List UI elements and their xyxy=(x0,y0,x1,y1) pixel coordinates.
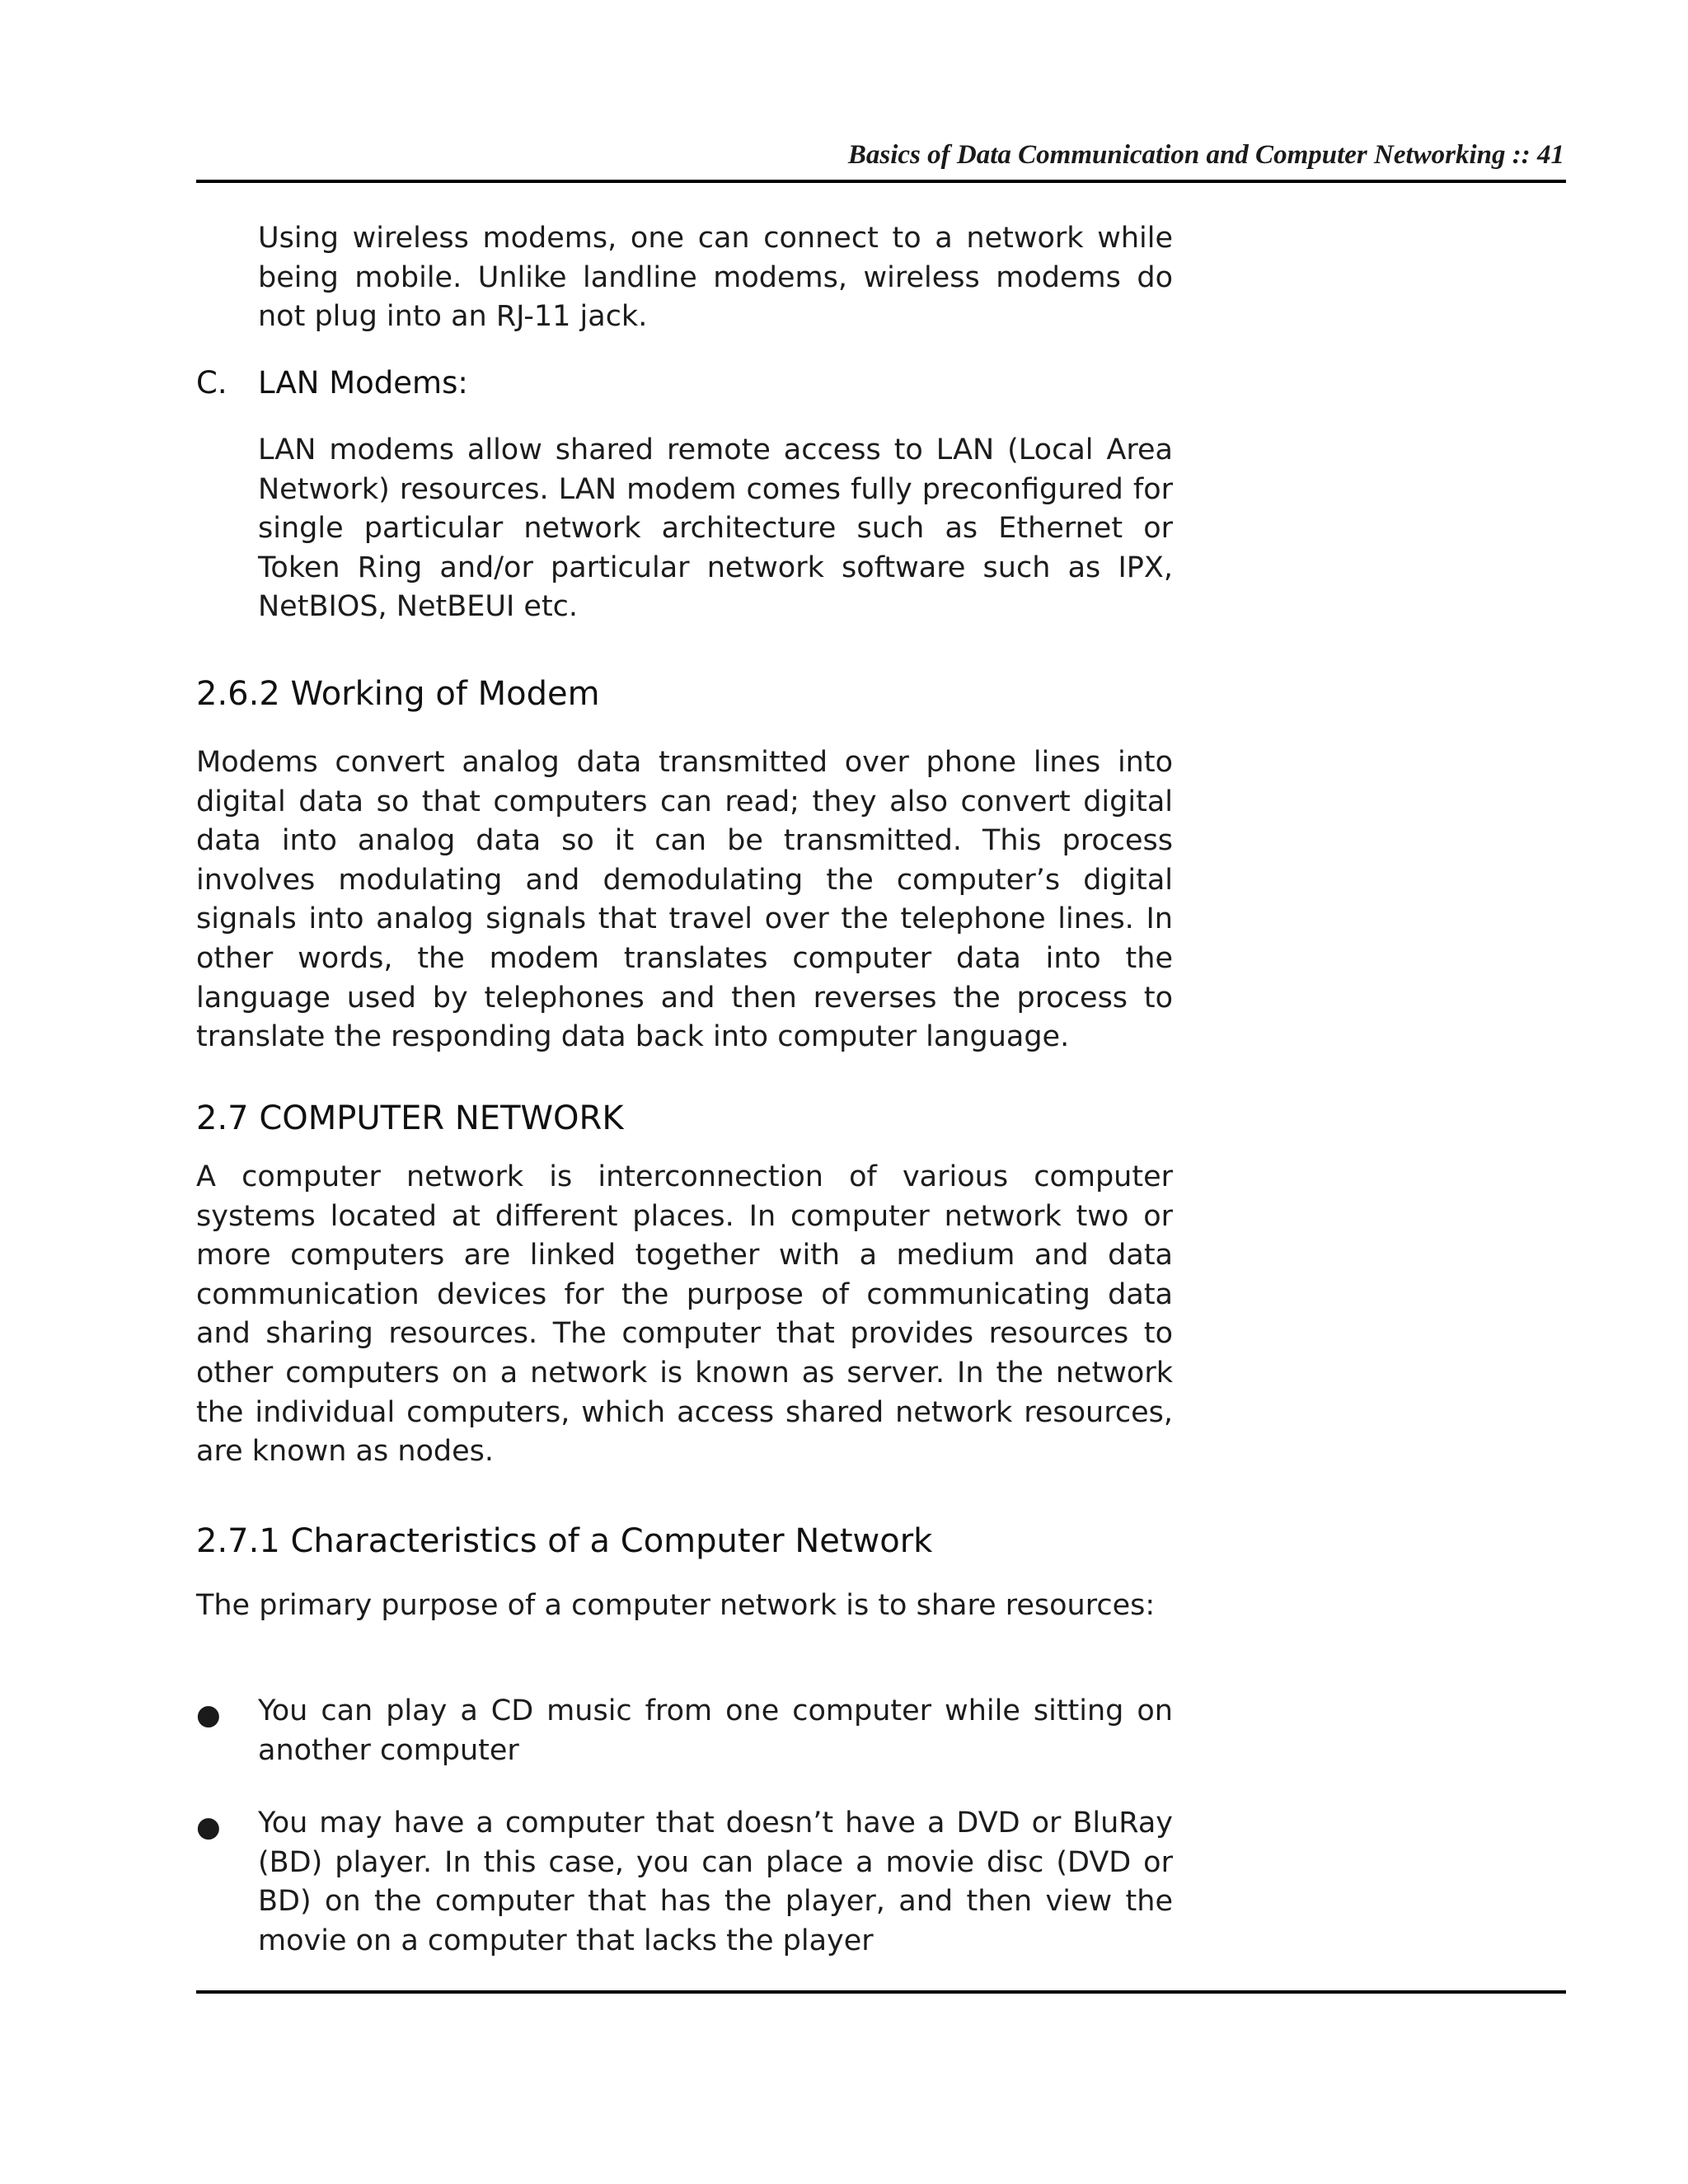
section-heading-characteristics: 2.7.1 Characteristics of a Computer Network xyxy=(196,1522,933,1560)
header-rule xyxy=(196,180,1566,183)
characteristics-intro: The primary purpose of a computer network is to share resources: xyxy=(196,1589,1156,1622)
list-item: You can play a CD music from one computer while sitting on another computer xyxy=(258,1694,1173,1767)
lan-modems-marker: C. xyxy=(196,365,227,401)
working-of-modem-paragraph: Modems convert analog data transmitted over phone lines into digital data so that computers can read; they also convert digital data into analog data so it can be transmitted. This process involves modulating and demodulating the computer’s digital signals into analog signals that travel over the telephone lines. In other words, the modem translates computer data into the language used by telephones and then reverses the process to translate the responding data back into computer language. xyxy=(196,746,1173,1054)
section-heading-working-of-modem: 2.6.2 Working of Modem xyxy=(196,675,600,713)
list-item: You may have a computer that doesn’t have a DVD or BluRay (BD) player. In this case, you can place a movie disc (DVD or BD) on the computer that has the player, and then view the movie on a computer that lacks the player xyxy=(258,1807,1173,1957)
bullet-dot-icon: ● xyxy=(196,1699,221,1732)
lan-modems-paragraph: LAN modems allow shared remote access to LAN (Local Area Network) resources. LAN modem comes fully preconfigured for single particular network architecture such as Ethernet or Token Ring and/or particular network software such as IPX, NetBIOS, NetBEUI etc. xyxy=(258,434,1173,624)
wireless-modem-paragraph: Using wireless modems, one can connect to a network while being mobile. Unlike landline modems, wireless modems do not plug into an RJ-11 jack. xyxy=(258,222,1173,334)
running-header: Basics of Data Communication and Computer Networking :: 41 xyxy=(847,140,1564,170)
bullet-dot-icon: ● xyxy=(196,1811,221,1844)
footer-rule xyxy=(196,1990,1566,1994)
section-heading-computer-network: 2.7 COMPUTER NETWORK xyxy=(196,1099,624,1137)
lan-modems-title: LAN Modems: xyxy=(258,365,468,401)
computer-network-paragraph: A computer network is interconnection of various computer systems located at different places. In computer network two or more computers are linked together with a medium and data communication devices for the purpose of communicating data and sharing resources. The computer that provides resources to other computers on a network is known as server. In the network the individual computers, which access shared network resources, are known as nodes. xyxy=(196,1160,1173,1469)
